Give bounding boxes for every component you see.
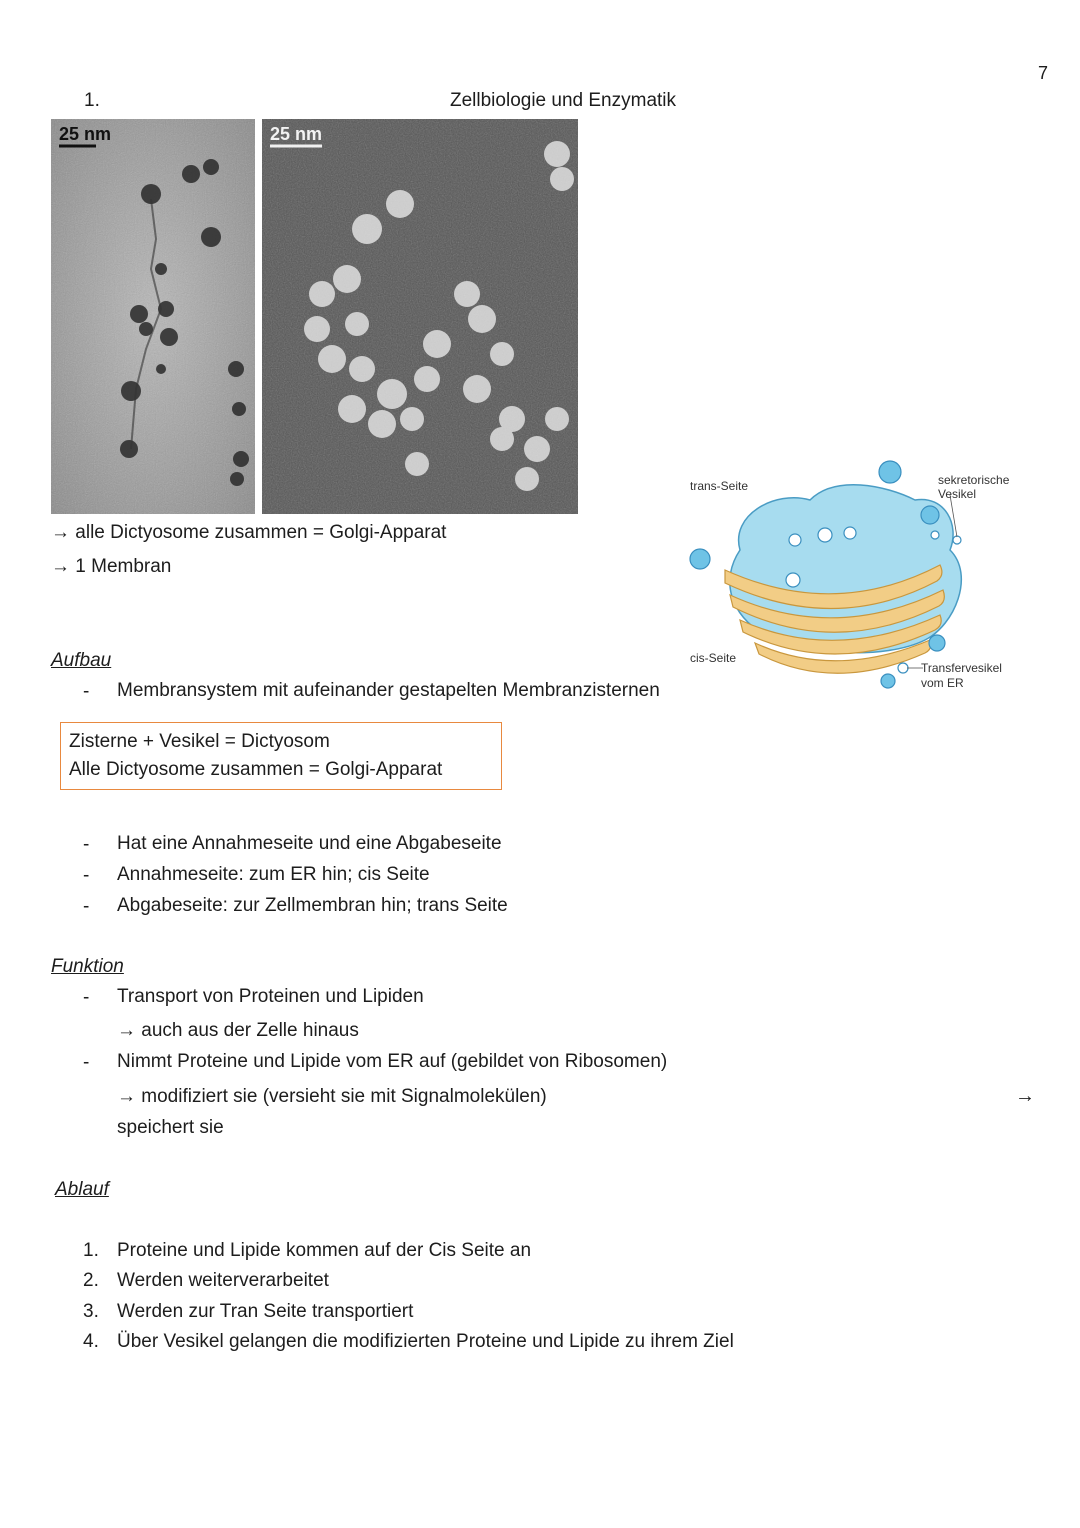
funktion-item-transport: Transport von Proteinen und Lipiden (117, 986, 424, 1007)
trans-side-label: trans-Seite (690, 479, 749, 493)
secretory-vesicle-label-2: Vesikel (938, 487, 977, 501)
note-membran: → 1 Membran (51, 556, 172, 577)
bullet-dash: - (83, 865, 90, 886)
aufbau-heading: Aufbau (51, 650, 112, 671)
page-number: 7 (1038, 63, 1049, 83)
scale-bar-label-left: 25 nm (59, 124, 112, 144)
bullet-dash: - (83, 834, 90, 855)
summary-box-line-2: Alle Dictyosome zusammen = Golgi-Apparat (69, 759, 443, 780)
golgi-diagram (685, 455, 1030, 700)
bullet-dash: - (83, 681, 90, 702)
ablauf-step: Werden weiterverarbeitet (117, 1270, 329, 1291)
bullet-dash: - (83, 987, 90, 1008)
funktion-item-aufnahme: Nimmt Proteine und Lipide vom ER auf (gebildet von Ribosomen) (117, 1051, 668, 1072)
funktion-subitem: → auch aus der Zelle hinaus (117, 1020, 359, 1041)
bullet-dash: - (83, 896, 90, 917)
step-number: 4. (83, 1331, 99, 1352)
note-golgi-apparat: → alle Dictyosome zusammen = Golgi-Apparat (51, 522, 447, 543)
funktion-heading: Funktion (51, 956, 124, 977)
step-number: 1. (83, 1240, 99, 1261)
figure-number: 1. (84, 90, 100, 111)
funktion-subitem: speichert sie (117, 1117, 224, 1138)
ablauf-step: Proteine und Lipide kommen auf der Cis Seite an (117, 1240, 532, 1261)
page-title: Zellbiologie und Enzymatik (450, 90, 677, 111)
aufbau-item: Annahmeseite: zum ER hin; cis Seite (117, 864, 430, 885)
summary-box (60, 722, 502, 790)
summary-box-line-1: Zisterne + Vesikel = Dictyosom (69, 731, 330, 752)
micrograph-right (262, 119, 578, 514)
ablauf-heading: Ablauf (55, 1179, 109, 1200)
aufbau-item-membransystem: Membransystem mit aufeinander gestapelten Membranzisternen (117, 680, 660, 701)
bullet-dash: - (83, 1052, 90, 1073)
step-number: 3. (83, 1301, 99, 1322)
step-number: 2. (83, 1270, 99, 1291)
aufbau-item: Abgabeseite: zur Zellmembran hin; trans Seite (117, 895, 508, 916)
continue-arrow-icon: → (1015, 1085, 1035, 1107)
transfer-vesicle-label-2: vom ER (921, 676, 964, 690)
cis-side-label: cis-Seite (690, 651, 737, 665)
secretory-vesicle-label-1: sekretorische (938, 473, 1010, 487)
micrograph-left (51, 119, 255, 514)
aufbau-item: Hat eine Annahmeseite und eine Abgabeseite (117, 833, 502, 854)
ablauf-step: Über Vesikel gelangen die modifizierten Proteine und Lipide zu ihrem Ziel (117, 1331, 734, 1352)
ablauf-step: Werden zur Tran Seite transportiert (117, 1301, 414, 1322)
funktion-subitem: → modifiziert sie (versieht sie mit Signalmolekülen) (117, 1086, 547, 1107)
scale-bar-label-right: 25 nm (270, 124, 323, 144)
transfer-vesicle-label-1: Transfervesikel (921, 661, 1002, 675)
